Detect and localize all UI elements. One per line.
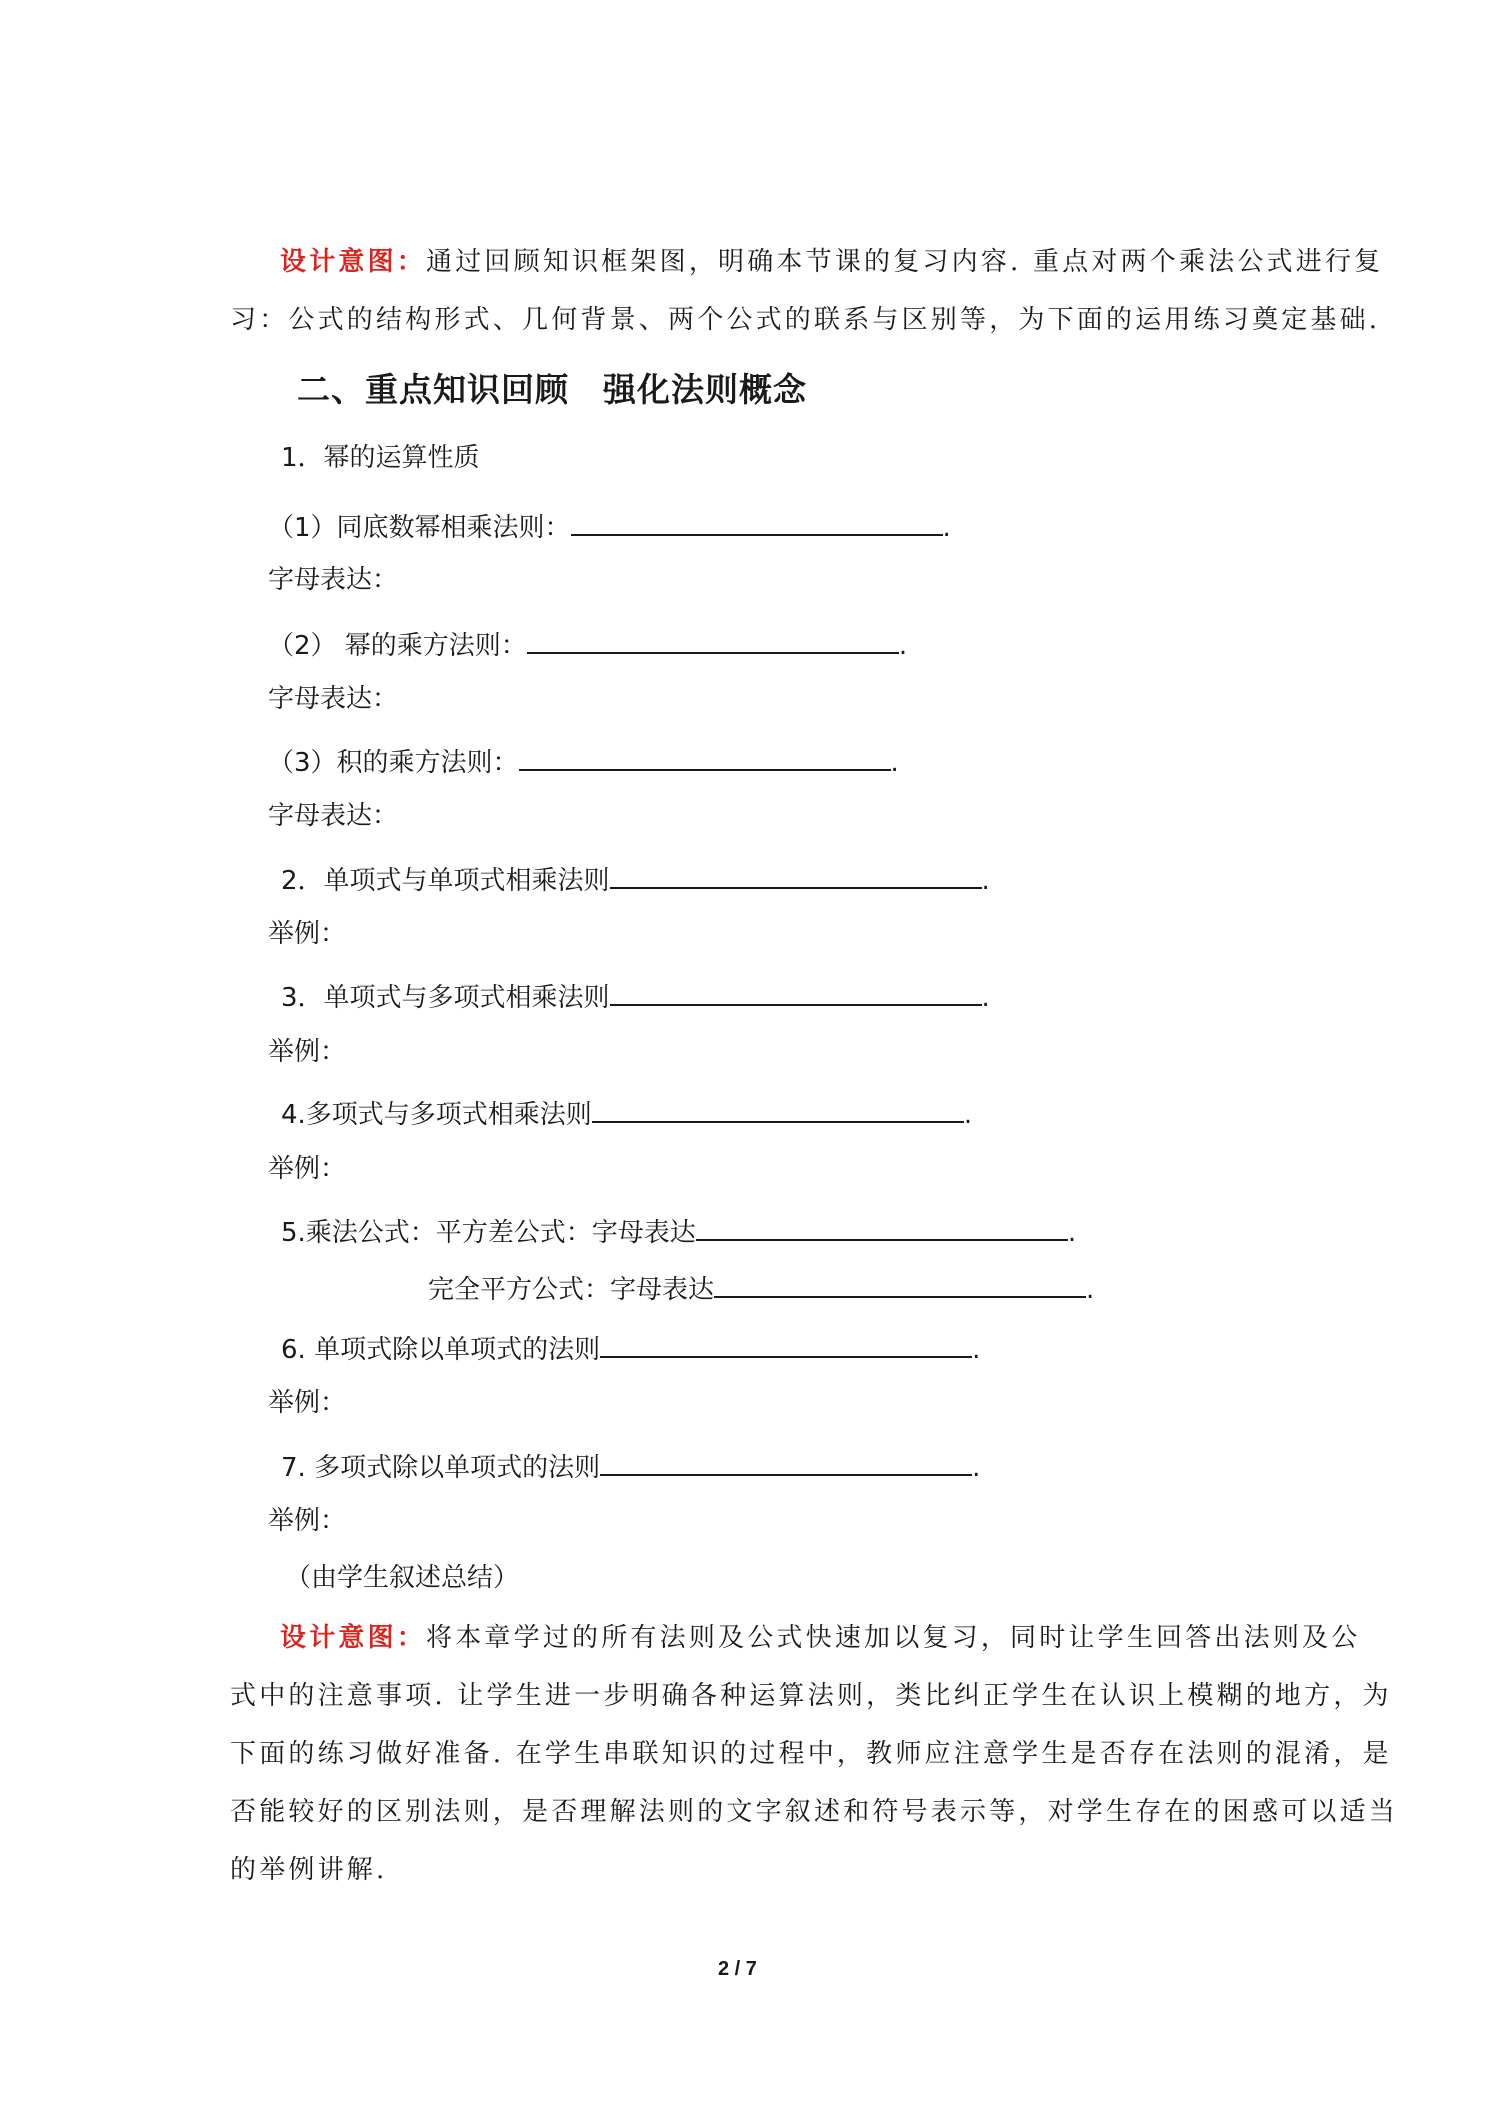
section-heading: 二、重点知识回顾 强化法则概念 — [297, 370, 807, 409]
design-intent-2-line-4: 否能较好的区别法则，是否理解法则的文字叙述和符号表示等，对学生存在的困惑可以适当 — [230, 1797, 1399, 1827]
item-4 — [281, 1093, 972, 1133]
period: . — [1067, 1218, 1077, 1248]
item-1-2-label: （2） 幂的乘方法则： — [268, 631, 527, 661]
design-intent-2-line-3: 下面的练习做好准备. 在学生串联知识的过程中，教师应注意学生是否存在法则的混淆，是 — [230, 1739, 1392, 1769]
design-intent-1-text-1: 通过回顾知识框架图，明确本节课的复习内容. 重点对两个乘法公式进行复 — [426, 247, 1384, 277]
example-label: 举例： — [268, 1037, 347, 1067]
item-2-label: 2．单项式与单项式相乘法则 — [281, 866, 610, 896]
design-intent-1-line-2: 习：公式的结构形式、几何背景、两个公式的联系与区别等，为下面的运用练习奠定基础. — [230, 305, 1381, 335]
design-intent-2-line-5: 的举例讲解. — [230, 1855, 388, 1885]
item-5 — [281, 1211, 1076, 1251]
item-1-title: 1．幂的运算性质 — [281, 443, 480, 473]
example-label: 举例： — [268, 919, 347, 949]
item-5b-label: 完全平方公式：字母表达 — [428, 1275, 715, 1305]
period: . — [981, 983, 990, 1013]
item-1-3 — [268, 741, 899, 781]
design-intent-2-line-2: 式中的注意事项. 让学生进一步明确各种运算法则，类比纠正学生在认识上模糊的地方，为 — [230, 1681, 1392, 1711]
example-label: 举例： — [268, 1388, 347, 1418]
period: . — [890, 748, 899, 778]
item-5-label: 5.乘法公式：平方差公式：字母表达 — [281, 1218, 696, 1248]
answer-blank[interactable] — [592, 1093, 964, 1123]
answer-blank[interactable] — [610, 859, 982, 889]
item-7-label: 7. 多项式除以单项式的法则 — [281, 1453, 601, 1483]
item-1-3-label: （3）积的乘方法则： — [268, 748, 519, 778]
item-1-1-label: （1）同底数幂相乘法则： — [268, 513, 571, 543]
item-1-2 — [268, 624, 907, 664]
letter-expression-label: 字母表达： — [268, 684, 399, 714]
answer-blank[interactable] — [696, 1211, 1068, 1241]
example-label: 举例： — [268, 1506, 347, 1536]
design-intent-1-line-1 — [280, 244, 1383, 280]
answer-blank[interactable] — [714, 1268, 1086, 1298]
period: . — [963, 1100, 973, 1130]
item-6-label: 6. 单项式除以单项式的法则 — [281, 1335, 601, 1365]
answer-blank[interactable] — [600, 1446, 972, 1476]
design-intent-1-label: 设计意图： — [280, 247, 427, 277]
answer-blank[interactable] — [519, 741, 891, 771]
item-1-1 — [268, 506, 951, 546]
item-3-label: 3．单项式与多项式相乘法则 — [281, 983, 610, 1013]
answer-blank[interactable] — [610, 976, 982, 1006]
letter-expression-label: 字母表达： — [268, 565, 399, 595]
item-7 — [281, 1446, 980, 1486]
example-label: 举例： — [268, 1154, 347, 1184]
design-intent-2-text-1: 将本章学过的所有法则及公式快速加以复习，同时让学生回答出法则及公 — [426, 1623, 1361, 1653]
period: . — [898, 631, 908, 661]
design-intent-2-label: 设计意图： — [280, 1623, 427, 1653]
item-2 — [281, 859, 990, 899]
period: . — [972, 1335, 981, 1365]
item-6 — [281, 1328, 980, 1368]
answer-blank[interactable] — [600, 1328, 972, 1358]
item-4-label: 4.多项式与多项式相乘法则 — [281, 1100, 592, 1130]
student-summary-note: （由学生叙述总结） — [285, 1563, 520, 1593]
letter-expression-label: 字母表达： — [268, 801, 399, 831]
period: . — [1086, 1275, 1095, 1305]
period: . — [972, 1453, 981, 1483]
design-intent-2-line-1 — [280, 1620, 1360, 1656]
period: . — [942, 513, 951, 543]
answer-blank[interactable] — [527, 624, 899, 654]
item-5b — [428, 1268, 1094, 1308]
item-3 — [281, 976, 990, 1016]
period: . — [981, 866, 990, 896]
answer-blank[interactable] — [571, 506, 943, 536]
page-number: 2 / 7 — [718, 1958, 757, 1980]
